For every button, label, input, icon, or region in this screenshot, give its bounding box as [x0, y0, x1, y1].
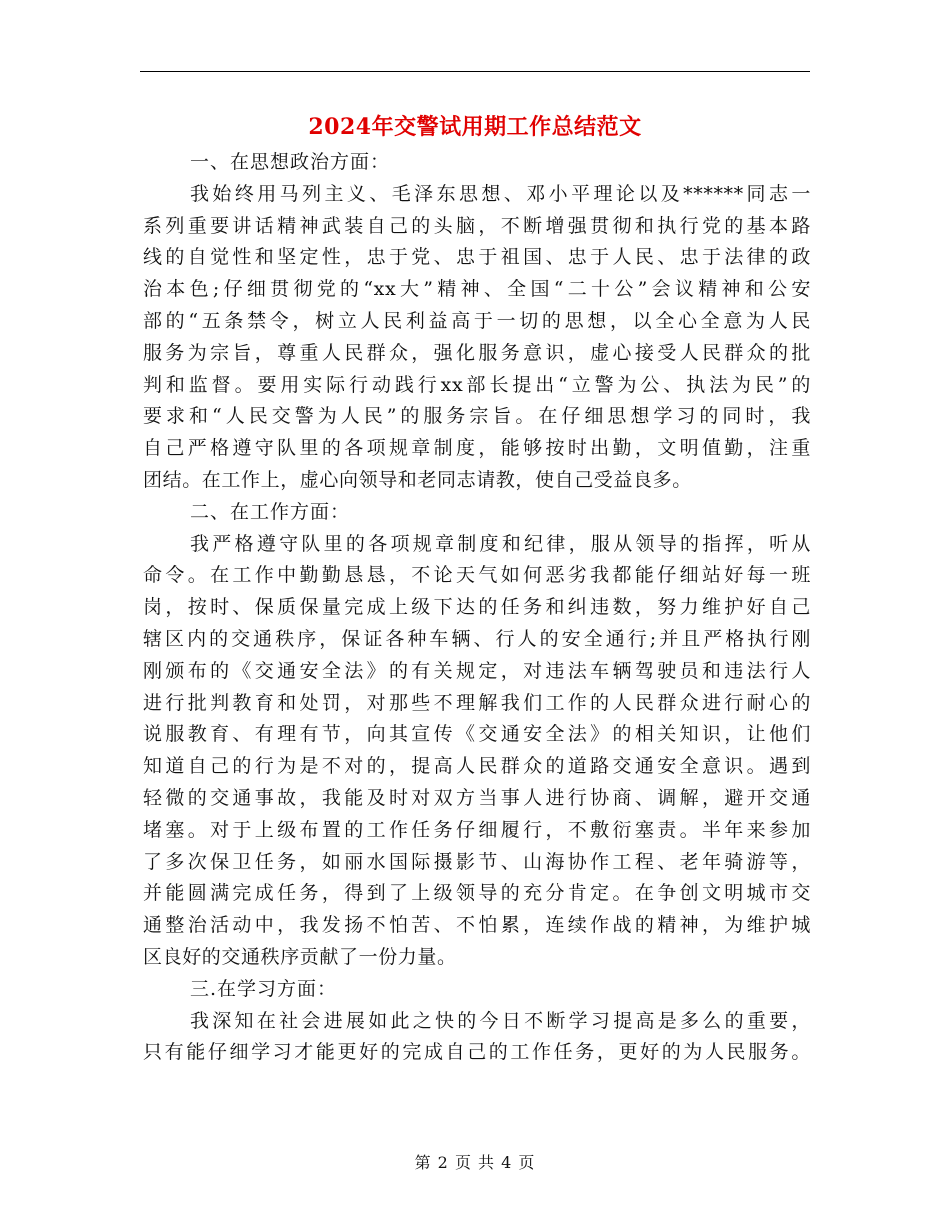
paragraph-line: 部的“五条禁令，树立人民利益高于一切的思想，以全心全意为人民 — [143, 309, 811, 332]
paragraph-line: 我深知在社会进展如此之快的今日不断学习提高是多么的重要， — [190, 1009, 811, 1032]
paragraph-line: 自己严格遵守队里的各项规章制度，能够按时出勤，文明值勤，注重 — [143, 437, 811, 460]
paragraph-line: 了多次保卫任务，如丽水国际摄影节、山海协作工程、老年骑游等， — [143, 850, 811, 873]
section-heading-study: 三.在学习方面： — [190, 977, 338, 1000]
paragraph-line: 轻微的交通事故，我能及时对双方当事人进行协商、调解，避开交通 — [143, 786, 811, 809]
paragraph-line: 我严格遵守队里的各项规章制度和纪律，服从领导的指挥，听从 — [190, 532, 811, 555]
section-heading-politics: 一、在思想政治方面： — [190, 151, 391, 173]
paragraph-line: 服务为宗旨，尊重人民群众，强化服务意识，虚心接受人民群众的批 — [143, 341, 811, 364]
page-footer: 第 2 页 共 4 页 — [414, 1153, 536, 1172]
paragraph-line: 要求和“人民交警为人民”的服务宗旨。在仔细思想学习的同时，我 — [143, 405, 811, 428]
paragraph-line: 我始终用马列主义、毛泽东思想、邓小平理论以及******同志一 — [190, 182, 811, 205]
section-paragraph-politics — [143, 179, 811, 497]
paragraph-line: 进行批判教育和处罚，对那些不理解我们工作的人民群众进行耐心的 — [143, 691, 811, 714]
paragraph-line: 线的自觉性和坚定性，忠于党、忠于祖国、忠于人民、忠于法律的政 — [143, 246, 811, 269]
paragraph-line: 刚颁布的《交通安全法》的有关规定，对违法车辆驾驶员和违法行人 — [143, 659, 811, 682]
paragraph-line: 说服教育、有理有节，向其宣传《交通安全法》的相关知识，让他们 — [143, 723, 811, 746]
paragraph-line: 堵塞。对于上级布置的工作任务仔细履行，不敷衍塞责。半年来参加 — [143, 818, 811, 841]
paragraph-line: 区良好的交通秩序贡献了一份力量。 — [143, 945, 457, 968]
paragraph-line: 命令。在工作中勤勤恳恳，不论天气如何恶劣我都能仔细站好每一班 — [143, 564, 811, 587]
paragraph-line: 只有能仔细学习才能更好的完成自己的工作任务，更好的为人民服务。 — [143, 1041, 811, 1064]
paragraph-line: 并能圆满完成任务，得到了上级领导的充分肯定。在争创文明城市交 — [143, 882, 811, 905]
paragraph-line: 知道自己的行为是不对的，提高人民群众的道路交通安全意识。遇到 — [143, 755, 811, 778]
paragraph-line: 岗，按时、保质保量完成上级下达的任务和纠违数，努力维护好自己 — [143, 596, 811, 619]
paragraph-line: 通整治活动中，我发扬不怕苦、不怕累，连续作战的精神，为维护城 — [143, 914, 811, 937]
paragraph-line: 团结。在工作上，虚心向领导和老同志请教，使自己受益良多。 — [143, 468, 692, 491]
paragraph-line: 判和监督。要用实际行动践行xx部长提出“立警为公、执法为民”的 — [143, 373, 811, 396]
document-title: 2024年交警试用期工作总结范文 — [308, 114, 642, 140]
paragraph-line: 治本色;仔细贯彻党的“xx大”精神、全国“二十公”会议精神和公安 — [143, 278, 811, 301]
document-body — [143, 147, 811, 1069]
header-rule — [140, 71, 810, 72]
section-paragraph-study — [143, 1006, 811, 1070]
paragraph-line: 系列重要讲话精神武装自己的头脑，不断增强贯彻和执行党的基本路 — [143, 214, 811, 237]
section-heading-work: 二、在工作方面： — [190, 500, 351, 523]
section-paragraph-work — [143, 529, 811, 974]
paragraph-line: 辖区内的交通秩序，保证各种车辆、行人的安全通行;并且严格执行刚 — [143, 627, 811, 650]
